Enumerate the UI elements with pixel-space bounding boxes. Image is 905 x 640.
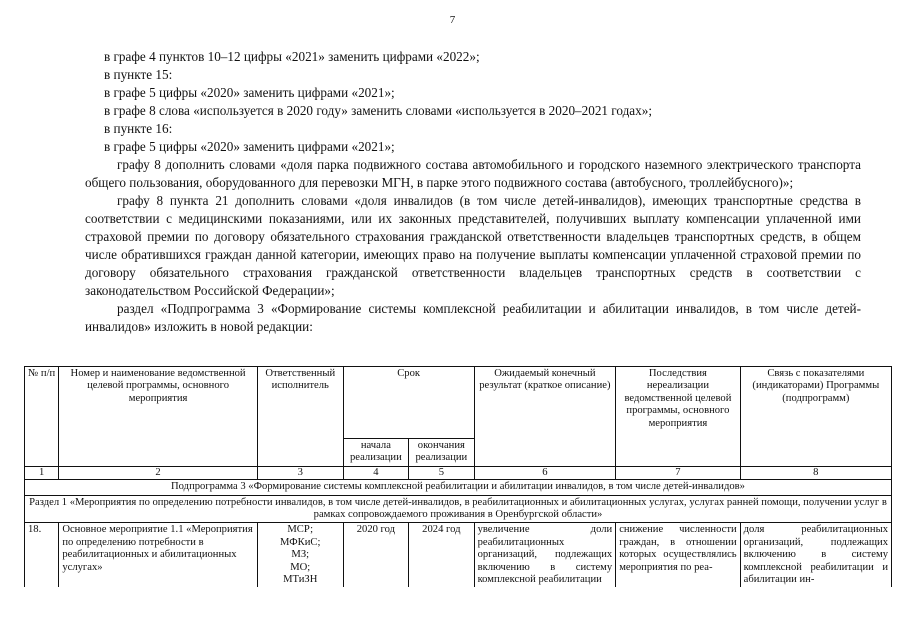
header-num: № п/п	[25, 367, 59, 467]
paragraph: в пункте 15:	[104, 67, 173, 82]
row-start: 2020 год	[343, 523, 408, 588]
page-number: 7	[449, 14, 456, 26]
column-number: 5	[409, 466, 474, 479]
paragraph: в пункте 16:	[104, 121, 173, 136]
row-num: 18.	[25, 523, 59, 588]
paragraph: раздел «Подпрограмма 3 «Формирование системы комплексной реабилитации и абилитации инвалидов, в том числе детей-инвалидов» изложить в новой редакции:	[85, 301, 861, 334]
row-consequences: снижение численности граждан, в отношении которых осуществлялись мероприятия по реа-	[616, 523, 740, 588]
paragraph: графу 8 дополнить словами «доля парка подвижного состава автомобильного и городского наземного электрического транспорта общего пользования, оборудованного для перевозки МГН, в парке этого подвижного состава (автобусного, троллейбусного)»;	[85, 157, 861, 190]
header-term: Срок	[343, 367, 474, 439]
paragraph: в графе 4 пунктов 10–12 цифры «2021» заменить цифрами «2022»;	[104, 49, 480, 64]
paragraph: графу 8 пункта 21 дополнить словами «доля инвалидов (в том числе детей-инвалидов), имеющих транспортные средства в соответствии с медицинскими показаниями, или их законных представителей, получивших выплату компенсации уплаченной ими страховой премии по договору обязательного страхования гражданской ответственности владельцев транспортных средств, в общем числе обратившихся граждан данной категории, имеющих право на получение выплаты компенсации уплаченной страховой премии по договору обязательного страхования гражданской ответственности владельцев транспортных средств в соответствии с законодательством Российской Федерации»;	[85, 193, 861, 298]
program-table	[24, 366, 892, 587]
executor: МФКиС;	[280, 536, 321, 548]
column-number: 2	[59, 466, 258, 479]
paragraph: в графе 5 цифры «2020» заменить цифрами «2021»;	[104, 85, 395, 100]
executor: МЗ;	[291, 549, 310, 561]
executor: МТиЗН	[283, 574, 318, 586]
column-number: 3	[257, 466, 343, 479]
column-number: 1	[25, 466, 59, 479]
row-executors	[257, 523, 343, 588]
column-number: 7	[616, 466, 740, 479]
row-result: увеличение доли реабилитационных организаций, подлежащих включению в систему комплексной реабилитации	[474, 523, 616, 588]
column-number: 4	[343, 466, 408, 479]
row-link: доля реабилитационных организаций, подлежащих включению в систему комплексной реабилитации и абилитации ин-	[740, 523, 891, 588]
header-link: Связь с показателями (индикаторами) Программы (подпрограмм)	[740, 367, 891, 467]
section-title: Раздел 1 «Мероприятия по определению потребности инвалидов, в том числе детей-инвалидов, в реабилитационных и абилитационных услугах, услугах ранней помощи, получении услуг в рамках сопровождаемого проживания в Оренбургской области»	[25, 495, 892, 523]
column-number: 6	[474, 466, 616, 479]
paragraph: в графе 5 цифры «2020» заменить цифрами «2021»;	[104, 139, 395, 154]
header-term-start: начала реализации	[343, 439, 408, 467]
row-end: 2024 год	[409, 523, 474, 588]
executor: МО;	[290, 561, 311, 573]
header-name: Номер и наименование ведомственной целевой программы, основного мероприятия	[59, 367, 258, 467]
subprogram-title: Подпрограмма 3 «Формирование системы комплексной реабилитации и абилитации инвалидов, в том числе детей-инвалидов»	[25, 480, 892, 495]
table-row	[25, 523, 892, 588]
executor: МСР;	[287, 524, 314, 536]
header-result: Ожидаемый конечный результат (краткое описание)	[474, 367, 616, 467]
column-number: 8	[740, 466, 891, 479]
document-body	[85, 48, 861, 336]
row-name: Основное мероприятие 1.1 «Мероприятия по определению потребности в реабилитационных и абилитационных услугах»	[59, 523, 258, 588]
paragraph: в графе 8 слова «используется в 2020 году» заменить словами «используется в 2020–2021 годах»;	[104, 103, 653, 118]
header-term-end: окончания реализации	[409, 439, 474, 467]
header-executor: Ответственный исполнитель	[257, 367, 343, 467]
column-number-row	[25, 466, 892, 479]
header-consequences: Последствия нереализации ведомственной целевой программы, основного мероприятия	[616, 367, 740, 467]
